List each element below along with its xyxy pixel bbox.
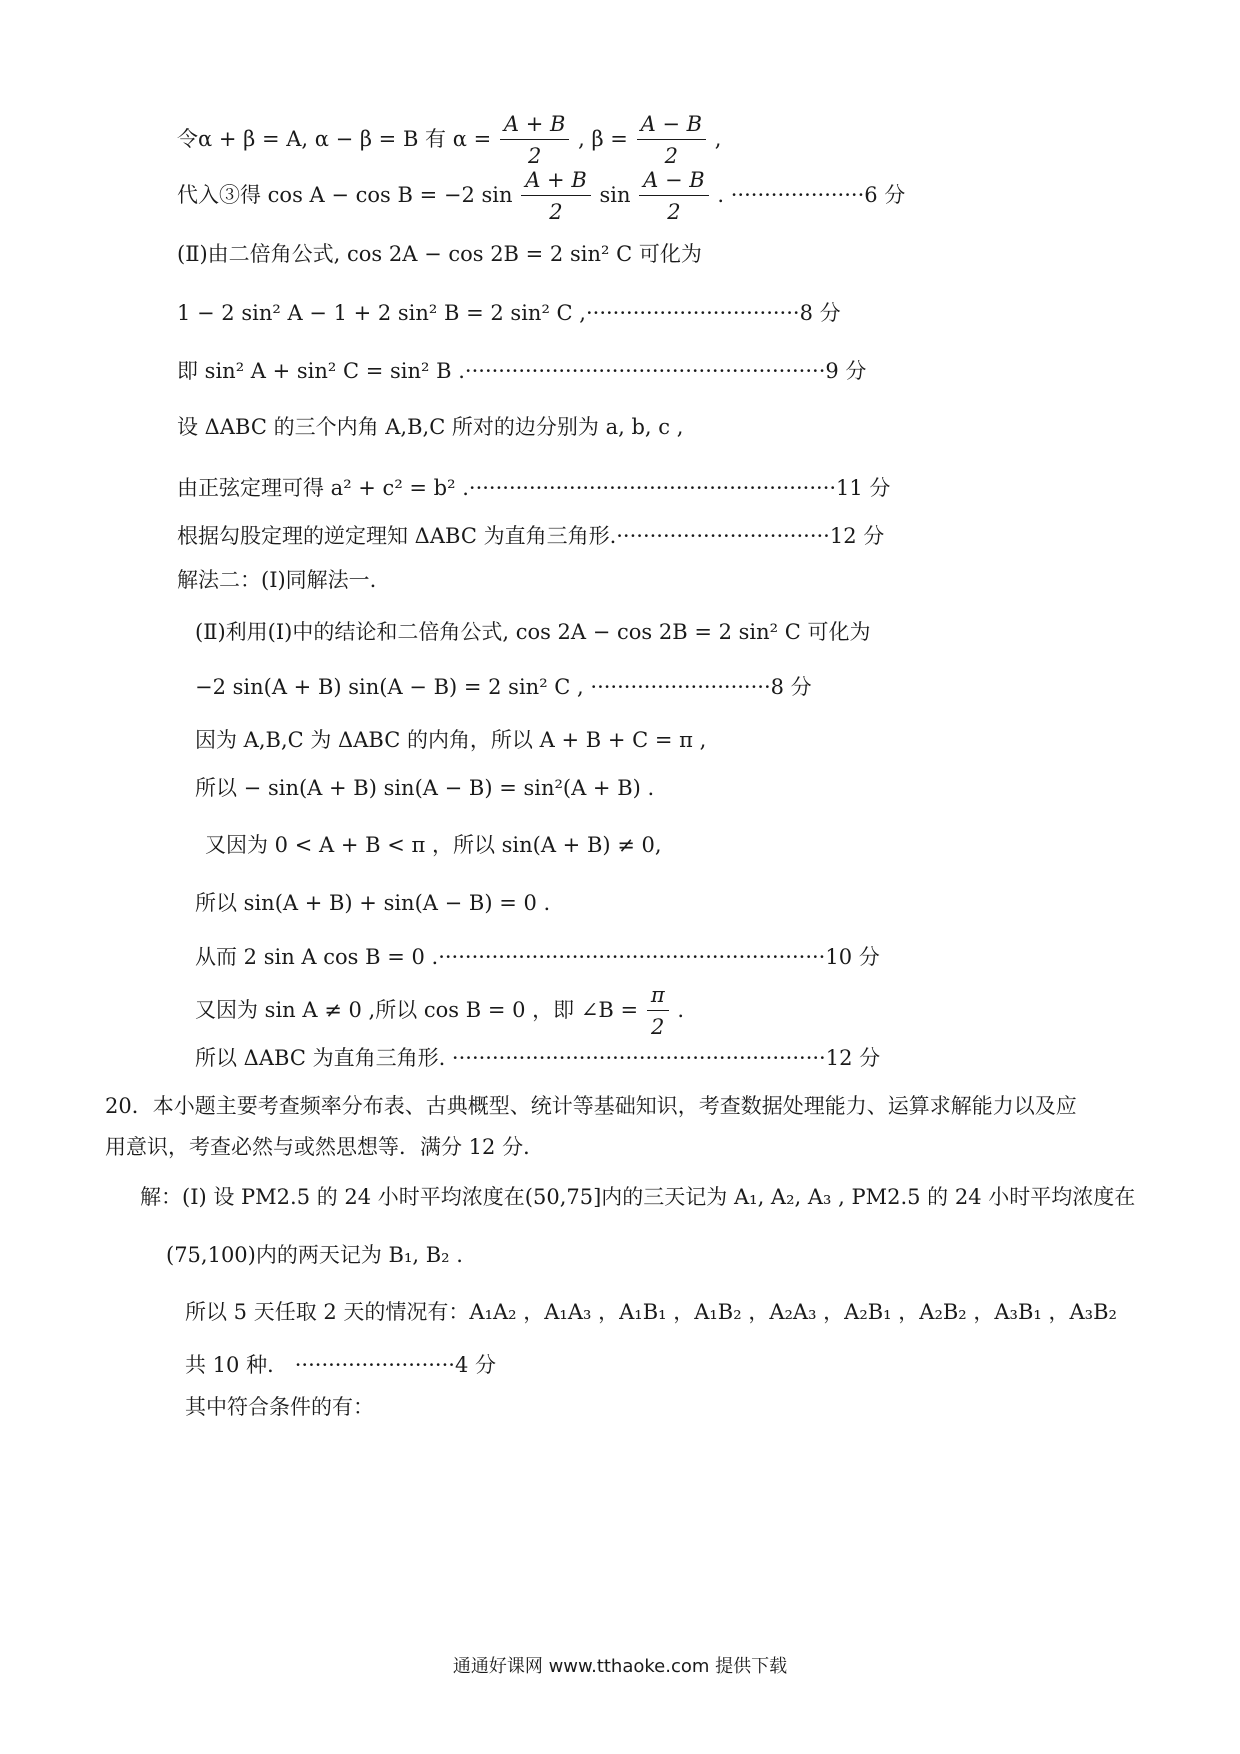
text-segment: sin bbox=[599, 183, 631, 207]
fraction bbox=[521, 170, 591, 223]
text-line: 解：(Ⅰ) 设 PM2.5 的 24 小时平均浓度在(50,75]内的三天记为 A₁, A₂, A₃ , PM2.5 的 24 小时平均浓度在 bbox=[140, 1185, 1136, 1209]
text-line: 所以 5 天任取 2 天的情况有：A₁A₂ ，A₁A₃ ，A₁B₁ ，A₁B₂ ，A₂A₃ ，A₂B₁ ，A₂B₂ ，A₃B₁ ，A₃B₂ bbox=[185, 1300, 1117, 1324]
fraction-denominator: 2 bbox=[667, 200, 681, 224]
fraction-denominator: 2 bbox=[527, 144, 542, 168]
fraction bbox=[500, 114, 570, 167]
text-line: 即 sin² A + sin² C = sin² B .······················································9 分 bbox=[177, 359, 867, 383]
text-line: 所以 sin(A + B) + sin(A − B) = 0 . bbox=[195, 891, 551, 915]
text-segment: 代入③得 cos A − cos B = −2 sin bbox=[177, 183, 513, 207]
text-line: 所以 − sin(A + B) sin(A − B) = sin²(A + B) . bbox=[195, 776, 655, 800]
text-line: −2 sin(A + B) sin(A − B) = 2 sin² C , ···························8 分 bbox=[195, 675, 812, 699]
fraction-numerator: A − B bbox=[637, 114, 707, 140]
text-segment: 令α + β = A, α − β = B 有 α = bbox=[177, 127, 492, 151]
fraction-denominator: 2 bbox=[651, 1015, 665, 1039]
text-line: 用意识，考查必然与或然思想等．满分 12 分． bbox=[105, 1135, 545, 1159]
text-line: 因为 A,B,C 为 ΔABC 的内角，所以 A + B + C = π , bbox=[195, 728, 707, 752]
formula-line-substitution bbox=[177, 114, 721, 167]
fraction-numerator: A + B bbox=[500, 114, 570, 140]
text-segment: , β = bbox=[578, 127, 628, 151]
text-line: 1 − 2 sin² A − 1 + 2 sin² B = 2 sin² C ,································8 分 bbox=[177, 301, 841, 325]
text-line: 又因为 0 < A + B < π ，所以 sin(A + B) ≠ 0, bbox=[205, 833, 662, 857]
fraction bbox=[637, 114, 707, 167]
text-segment: . ····················6 分 bbox=[717, 183, 906, 207]
text-line: 解法二：(Ⅰ)同解法一. bbox=[177, 568, 377, 592]
fraction-numerator: A + B bbox=[521, 170, 591, 196]
text-line: 其中符合条件的有： bbox=[185, 1395, 374, 1419]
fraction bbox=[647, 985, 669, 1038]
fraction-denominator: 2 bbox=[549, 200, 563, 224]
text-line: 所以 ΔABC 为直角三角形. ························································12 分 bbox=[195, 1046, 881, 1070]
fraction-numerator: A − B bbox=[639, 170, 709, 196]
text-segment: 又因为 sin A ≠ 0 ,所以 cos B = 0 ，即 ∠B = bbox=[195, 998, 639, 1022]
question-20-header: 20．本小题主要考查频率分布表、古典概型、统计等基础知识，考查数据处理能力、运算求解能力以及应 bbox=[105, 1094, 1077, 1118]
fraction-denominator: 2 bbox=[664, 144, 679, 168]
formula-line-result bbox=[177, 170, 905, 223]
text-line: 根据勾股定理的逆定理知 ΔABC 为直角三角形.································12 分 bbox=[177, 524, 885, 548]
page-footer: 通通好课网 www.tthaoke.com 提供下载 bbox=[452, 1656, 788, 1677]
fraction-numerator: π bbox=[647, 985, 669, 1011]
text-line: (75,100)内的两天记为 B₁, B₂ . bbox=[166, 1243, 463, 1267]
text-line: 共 10 种． ························4 分 bbox=[185, 1353, 496, 1377]
text-line: 设 ΔABC 的三个内角 A,B,C 所对的边分别为 a, b, c , bbox=[177, 415, 684, 439]
text-line: (Ⅱ)由二倍角公式, cos 2A − cos 2B = 2 sin² C 可化为 bbox=[177, 242, 702, 266]
text-line: 由正弦定理可得 a² + c² = b² .·······················································11 分 bbox=[177, 476, 891, 500]
fraction bbox=[639, 170, 709, 223]
text-segment: , bbox=[714, 127, 722, 151]
formula-line-angle bbox=[195, 985, 684, 1038]
text-line: 从而 2 sin A cos B = 0 .··························································10 分 bbox=[195, 945, 880, 969]
text-line: (Ⅱ)利用(Ⅰ)中的结论和二倍角公式, cos 2A − cos 2B = 2 sin² C 可化为 bbox=[195, 620, 871, 644]
text-segment: . bbox=[677, 998, 684, 1022]
